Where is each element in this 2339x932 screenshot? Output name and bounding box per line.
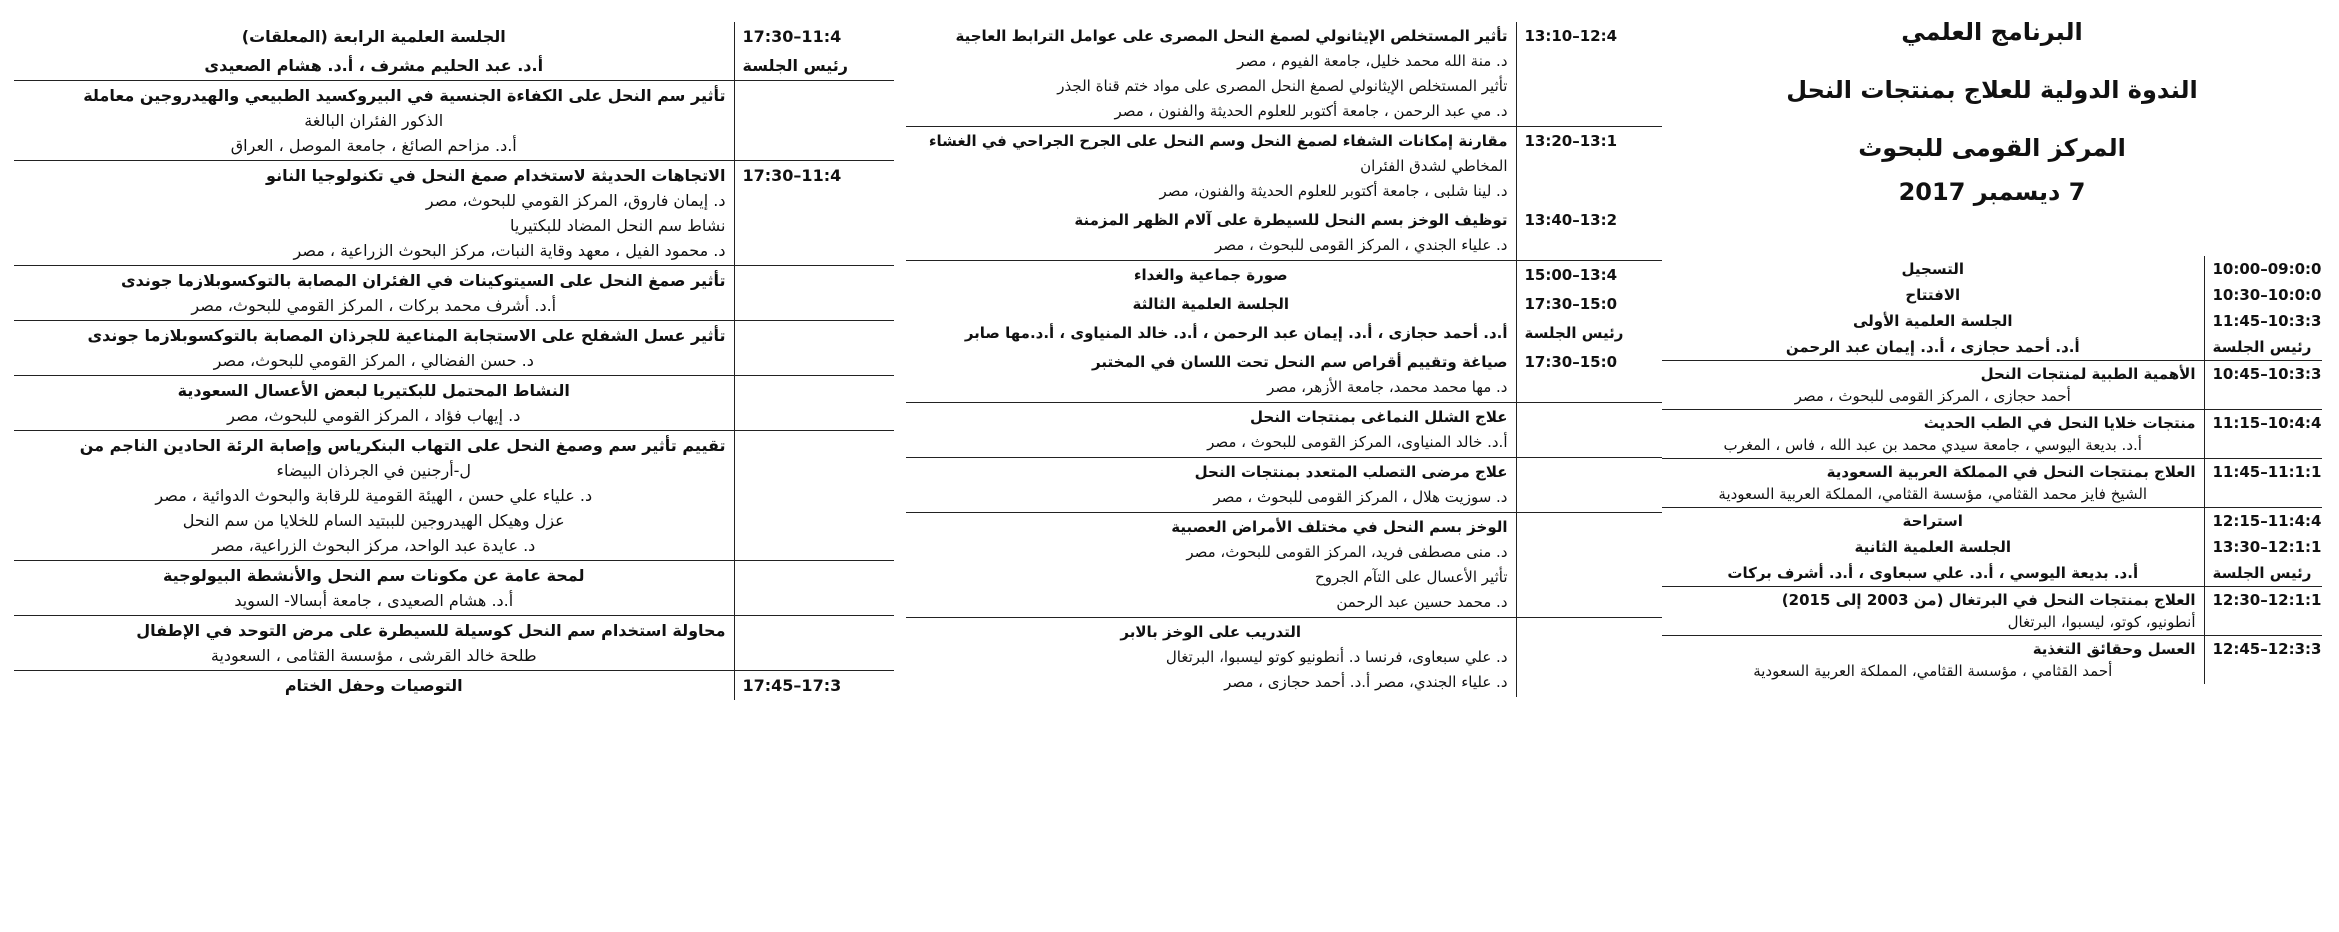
schedule-row bbox=[906, 403, 1662, 458]
session-time bbox=[1516, 618, 1662, 698]
schedule-table-page-3 bbox=[14, 22, 894, 700]
session-time: 11:45–11:1:1 bbox=[2204, 459, 2322, 508]
schedule-row bbox=[906, 348, 1662, 403]
session-time: 17:45–17:3 bbox=[734, 671, 894, 701]
session-time: 11:15–10:4:4 bbox=[2204, 410, 2322, 459]
session-content bbox=[1662, 560, 2204, 587]
session-time: 15:00–13:4 bbox=[1516, 261, 1662, 291]
session-content bbox=[14, 561, 734, 616]
session-detail: د. محمود الفيل ، معهد وقاية النبات، مركز البحوث الزراعية ، مصر bbox=[293, 241, 726, 260]
session-time: 10:45–10:3:3 bbox=[2204, 361, 2322, 410]
session-title: الجلسة العلمية الثالثة bbox=[1132, 295, 1290, 313]
session-time bbox=[1516, 513, 1662, 618]
session-time: 13:30–12:1:1 bbox=[2204, 534, 2322, 560]
event-date: 7 ديسمبر 2017 bbox=[1898, 178, 2086, 206]
program-header bbox=[1662, 0, 2322, 210]
session-content bbox=[14, 321, 734, 376]
schedule-row bbox=[1662, 308, 2322, 334]
session-title: النشاط المحتمل للبكتيريا لبعض الأعسال السعودية bbox=[177, 381, 570, 400]
session-title: علاج الشلل النماغى بمنتجات النحل bbox=[1250, 408, 1508, 426]
page-3 bbox=[14, 22, 894, 700]
session-title: صياغة وتقييم أقراص سم النحل تحت اللسان في المختبر bbox=[1092, 353, 1508, 371]
session-title: منتجات خلايا النحل في الطب الحديث bbox=[1923, 414, 2196, 432]
session-content bbox=[14, 671, 734, 701]
session-detail: د. علياء الجندي ، المركز القومى للبحوث ، مصر bbox=[1214, 236, 1508, 254]
session-detail: د. منة الله محمد خليل، جامعة الفيوم ، مصر bbox=[1237, 52, 1508, 70]
session-content bbox=[1662, 508, 2204, 535]
session-detail: أ.د. مزاحم الصائغ ، جامعة الموصل ، العراق bbox=[230, 136, 517, 155]
session-time: 10:00–09:0:0 bbox=[2204, 256, 2322, 282]
session-content bbox=[1662, 534, 2204, 560]
schedule-row bbox=[14, 266, 894, 321]
session-detail: عزل وهيكل الهيدروجين للببتيد السام للخلايا من سم النحل bbox=[182, 511, 565, 530]
program-title: البرنامج العلمي bbox=[1901, 18, 2083, 46]
session-content bbox=[14, 22, 734, 51]
session-content bbox=[906, 127, 1516, 207]
session-time: 17:30–11:4 bbox=[734, 22, 894, 51]
session-content bbox=[1662, 410, 2204, 459]
session-content bbox=[14, 376, 734, 431]
schedule-row bbox=[1662, 560, 2322, 587]
session-title: تأثير عسل الشفلح على الاستجابة المناعية للجرذان المصابة بالتوكسوبلازما جوندى bbox=[87, 326, 726, 345]
session-content bbox=[1662, 361, 2204, 410]
session-content bbox=[906, 290, 1516, 319]
schedule-row bbox=[14, 51, 894, 81]
session-detail: د. مي عبد الرحمن ، جامعة أكتوبر للعلوم الحديثة والفنون ، مصر bbox=[1114, 102, 1508, 120]
schedule-row bbox=[1662, 361, 2322, 410]
schedule-table-page-2 bbox=[906, 22, 1662, 697]
session-title: الجلسة العلمية الثانية bbox=[1854, 538, 2012, 556]
session-content bbox=[14, 266, 734, 321]
session-detail: أنطونيو، كوتو، ليسبوا، البرتغال bbox=[2007, 613, 2196, 631]
schedule-row bbox=[906, 127, 1662, 207]
session-title: علاج مرضى التصلب المتعدد بمنتجات النحل bbox=[1194, 463, 1508, 481]
session-title: توظيف الوخز بسم النحل للسيطرة على آلام الظهر المزمنة bbox=[1074, 211, 1508, 229]
session-time: رئيس الجلسة bbox=[2204, 560, 2322, 587]
session-title: التسجيل bbox=[1901, 260, 1964, 278]
schedule-row bbox=[14, 161, 894, 266]
session-content bbox=[906, 22, 1516, 127]
schedule-row bbox=[14, 376, 894, 431]
session-title: أ.د. عبد الحليم مشرف ، أ.د. هشام الصعيدى bbox=[204, 56, 544, 75]
session-title: مقارنة إمكانات الشفاء لصمغ النحل وسم النحل على الجرح الجراحي في الغشاء bbox=[928, 132, 1508, 150]
session-title: استراحة bbox=[1902, 512, 1963, 530]
session-time bbox=[734, 431, 894, 561]
session-content bbox=[906, 261, 1516, 291]
session-title: الافتتاح bbox=[1905, 286, 1961, 304]
session-detail: الذكور الفئران البالغة bbox=[304, 111, 444, 130]
schedule-row bbox=[906, 206, 1662, 261]
session-time: 12:45–12:3:3 bbox=[2204, 636, 2322, 685]
session-detail: د. لينا شلبى ، جامعة أكتوبر للعلوم الحديثة والفنون، مصر bbox=[1159, 182, 1508, 200]
session-detail: أ.د. هشام الصعيدى ، جامعة أبسالا- السويد bbox=[234, 591, 514, 610]
schedule-row bbox=[1662, 410, 2322, 459]
session-detail: طلحة خالد القرشى ، مؤسسة القثامى ، السعودية bbox=[210, 646, 537, 665]
schedule-table-page-1 bbox=[1662, 256, 2322, 684]
schedule-row bbox=[14, 81, 894, 161]
session-content bbox=[1662, 256, 2204, 282]
session-content bbox=[1662, 459, 2204, 508]
session-content bbox=[1662, 308, 2204, 334]
session-time bbox=[734, 266, 894, 321]
session-title: تقييم تأثير سم وصمغ النحل على التهاب البنكرياس وإصابة الرئة الحادين الناجم من bbox=[79, 436, 726, 455]
session-detail: أ.د. خالد المنياوى، المركز القومى للبحوث ، مصر bbox=[1207, 433, 1508, 451]
schedule-row bbox=[906, 290, 1662, 319]
session-title: أ.د. أحمد حجازى ، أ.د. إيمان عبد الرحمن ، أ.د. خالد المنياوى ، أ.د.مها صابر bbox=[964, 324, 1508, 342]
page-2 bbox=[906, 22, 1662, 697]
session-content bbox=[906, 458, 1516, 513]
session-content bbox=[906, 319, 1516, 348]
session-title: تأثير سم النحل على الكفاءة الجنسية في البيروكسيد الطبيعي والهيدروجين معاملة bbox=[83, 86, 726, 105]
session-detail: نشاط سم النحل المضاد للبكتيريا bbox=[510, 216, 726, 235]
session-content bbox=[1662, 282, 2204, 308]
session-content bbox=[906, 206, 1516, 261]
schedule-row bbox=[1662, 282, 2322, 308]
session-detail: أ.د. بديعة اليوسي ، جامعة سيدي محمد بن عبد الله ، فاس ، المغرب bbox=[1723, 436, 2142, 454]
session-content bbox=[906, 618, 1516, 698]
session-detail: أ.د. أشرف محمد بركات ، المركز القومي للبحوث، مصر bbox=[191, 296, 557, 315]
session-title: الأهمية الطبية لمنتجات النحل bbox=[1980, 365, 2196, 383]
schedule-row bbox=[14, 431, 894, 561]
session-content bbox=[14, 431, 734, 561]
session-time bbox=[734, 376, 894, 431]
schedule-row bbox=[14, 671, 894, 701]
schedule-row bbox=[1662, 459, 2322, 508]
symposium-title: الندوة الدولية للعلاج بمنتجات النحل bbox=[1786, 76, 2198, 104]
session-content bbox=[14, 81, 734, 161]
schedule-row bbox=[14, 22, 894, 51]
session-detail: د. منى مصطفى فريد، المركز القومى للبحوث، مصر bbox=[1186, 543, 1508, 561]
session-detail: د. سوزيت هلال ، المركز القومى للبحوث ، مصر bbox=[1213, 488, 1508, 506]
session-time: 12:30–12:1:1 bbox=[2204, 587, 2322, 636]
session-detail: تأثير المستخلص الإيثانولي لصمغ النحل المصرى على مواد ختم قناة الجذر bbox=[1057, 77, 1508, 95]
session-detail: تأثير الأعسال على التآم الجروح bbox=[1315, 568, 1508, 586]
schedule-row bbox=[906, 458, 1662, 513]
session-content bbox=[906, 348, 1516, 403]
session-time: 17:30–11:4 bbox=[734, 161, 894, 266]
session-time: 17:30–15:0 bbox=[1516, 348, 1662, 403]
session-detail: د. مها محمد محمد، جامعة الأزهر، مصر bbox=[1267, 378, 1508, 396]
session-detail: أحمد حجازى ، المركز القومى للبحوث ، مصر bbox=[1794, 387, 2071, 405]
session-detail: د. عايدة عبد الواحد، مركز البحوث الزراعية، مصر bbox=[212, 536, 536, 555]
page-1 bbox=[1662, 0, 2322, 684]
schedule-row bbox=[1662, 636, 2322, 685]
session-title: صورة جماعية والغداء bbox=[1133, 266, 1288, 284]
session-content bbox=[906, 513, 1516, 618]
schedule-row bbox=[1662, 534, 2322, 560]
session-time bbox=[734, 321, 894, 376]
session-detail: د. إيمان فاروق، المركز القومي للبحوث، مصر bbox=[425, 191, 726, 210]
session-title: تأثير المستخلص الإيثانولي لصمغ النحل المصرى على عوامل الترابط العاجية bbox=[955, 27, 1508, 45]
schedule-row bbox=[1662, 334, 2322, 361]
session-content bbox=[14, 51, 734, 81]
session-content bbox=[1662, 587, 2204, 636]
session-title: الجلسة العلمية الرابعة (المعلقات) bbox=[241, 27, 506, 46]
session-title: الوخز بسم النحل في مختلف الأمراض العصبية bbox=[1171, 518, 1508, 536]
session-title: تأثير صمغ النحل على السيتوكينات في الفئران المصابة بالتوكسوبلازما جوندى bbox=[120, 271, 726, 290]
session-time bbox=[734, 81, 894, 161]
session-content bbox=[14, 161, 734, 266]
schedule-row bbox=[14, 321, 894, 376]
session-content bbox=[1662, 636, 2204, 685]
session-detail: د. محمد حسين عبد الرحمن bbox=[1336, 593, 1508, 611]
schedule-row bbox=[906, 618, 1662, 698]
session-time: 10:30–10:0:0 bbox=[2204, 282, 2322, 308]
session-content bbox=[14, 616, 734, 671]
session-time: 13:10–12:4 bbox=[1516, 22, 1662, 127]
session-title: الجلسة العلمية الأولى bbox=[1852, 312, 2013, 330]
session-title: لمحة عامة عن مكونات سم النحل والأنشطة البيولوجية bbox=[162, 566, 585, 585]
session-title: العلاج بمنتجات النحل في المملكة العربية السعودية bbox=[1826, 463, 2196, 481]
session-time: 11:45–10:3:3 bbox=[2204, 308, 2322, 334]
session-detail: د. علي سبعاوى، فرنسا د. أنطونيو كوتو ليسبوا، البرتغال bbox=[1165, 648, 1508, 666]
session-time bbox=[1516, 403, 1662, 458]
schedule-row bbox=[906, 261, 1662, 291]
session-title: العسل وحقائق التغذية bbox=[2032, 640, 2196, 658]
session-detail: ل-أرجنين في الجرذان البيضاء bbox=[276, 461, 472, 480]
session-detail: د. علياء الجندي، مصر أ.د. أحمد حجازى ، مصر bbox=[1224, 673, 1508, 691]
session-time: رئيس الجلسة bbox=[2204, 334, 2322, 361]
schedule-row bbox=[14, 616, 894, 671]
session-time: رئيس الجلسة bbox=[734, 51, 894, 81]
session-detail: المخاطي لشدق الفئران bbox=[1360, 157, 1508, 175]
session-content bbox=[1662, 334, 2204, 361]
schedule-row bbox=[906, 513, 1662, 618]
schedule-row bbox=[906, 319, 1662, 348]
session-title: التوصيات وحفل الختام bbox=[284, 676, 463, 695]
schedule-row bbox=[1662, 587, 2322, 636]
session-time bbox=[734, 616, 894, 671]
session-time: 12:15–11:4:4 bbox=[2204, 508, 2322, 535]
schedule-row bbox=[1662, 508, 2322, 535]
session-detail: د. علياء علي حسن ، الهيئة القومية للرقابة والبحوث الدوائية ، مصر bbox=[155, 486, 593, 505]
session-time: 13:40–13:2 bbox=[1516, 206, 1662, 261]
session-detail: د. إيهاب فؤاد ، المركز القومي للبحوث، مصر bbox=[227, 406, 521, 425]
schedule-row bbox=[906, 22, 1662, 127]
session-title: العلاج بمنتجات النحل في البرتغال (من 2003 إلى 2015) bbox=[1781, 591, 2196, 609]
session-detail: أحمد القثامي ، مؤسسة القثامي، المملكة العربية السعودية bbox=[1753, 662, 2113, 680]
session-title: محاولة استخدام سم النحل كوسيلة للسيطرة على مرض التوحد في الإطفال bbox=[136, 621, 726, 640]
session-content bbox=[906, 403, 1516, 458]
session-detail: الشيخ فايز محمد القثامي، مؤسسة القثامي، المملكة العربية السعودية bbox=[1718, 485, 2148, 503]
host-title: المركز القومى للبحوث bbox=[1858, 134, 2126, 162]
session-title: أ.د. أحمد حجازى ، أ.د. إيمان عبد الرحمن bbox=[1785, 338, 2080, 356]
session-time: 13:20–13:1 bbox=[1516, 127, 1662, 207]
session-title: الاتجاهات الحديثة لاستخدام صمغ النحل في تكنولوجيا النانو bbox=[266, 166, 726, 185]
schedule-row bbox=[1662, 256, 2322, 282]
session-detail: د. حسن الفضالي ، المركز القومي للبحوث، مصر bbox=[213, 351, 534, 370]
session-time bbox=[1516, 458, 1662, 513]
schedule-row bbox=[14, 561, 894, 616]
session-time: رئيس الجلسة bbox=[1516, 319, 1662, 348]
session-time: 17:30–15:0 bbox=[1516, 290, 1662, 319]
session-title: التدريب على الوخز بالابر bbox=[1120, 623, 1302, 641]
session-time bbox=[734, 561, 894, 616]
session-title: أ.د. بديعة اليوسي ، أ.د. علي سبعاوى ، أ.د. أشرف بركات bbox=[1727, 564, 2139, 582]
